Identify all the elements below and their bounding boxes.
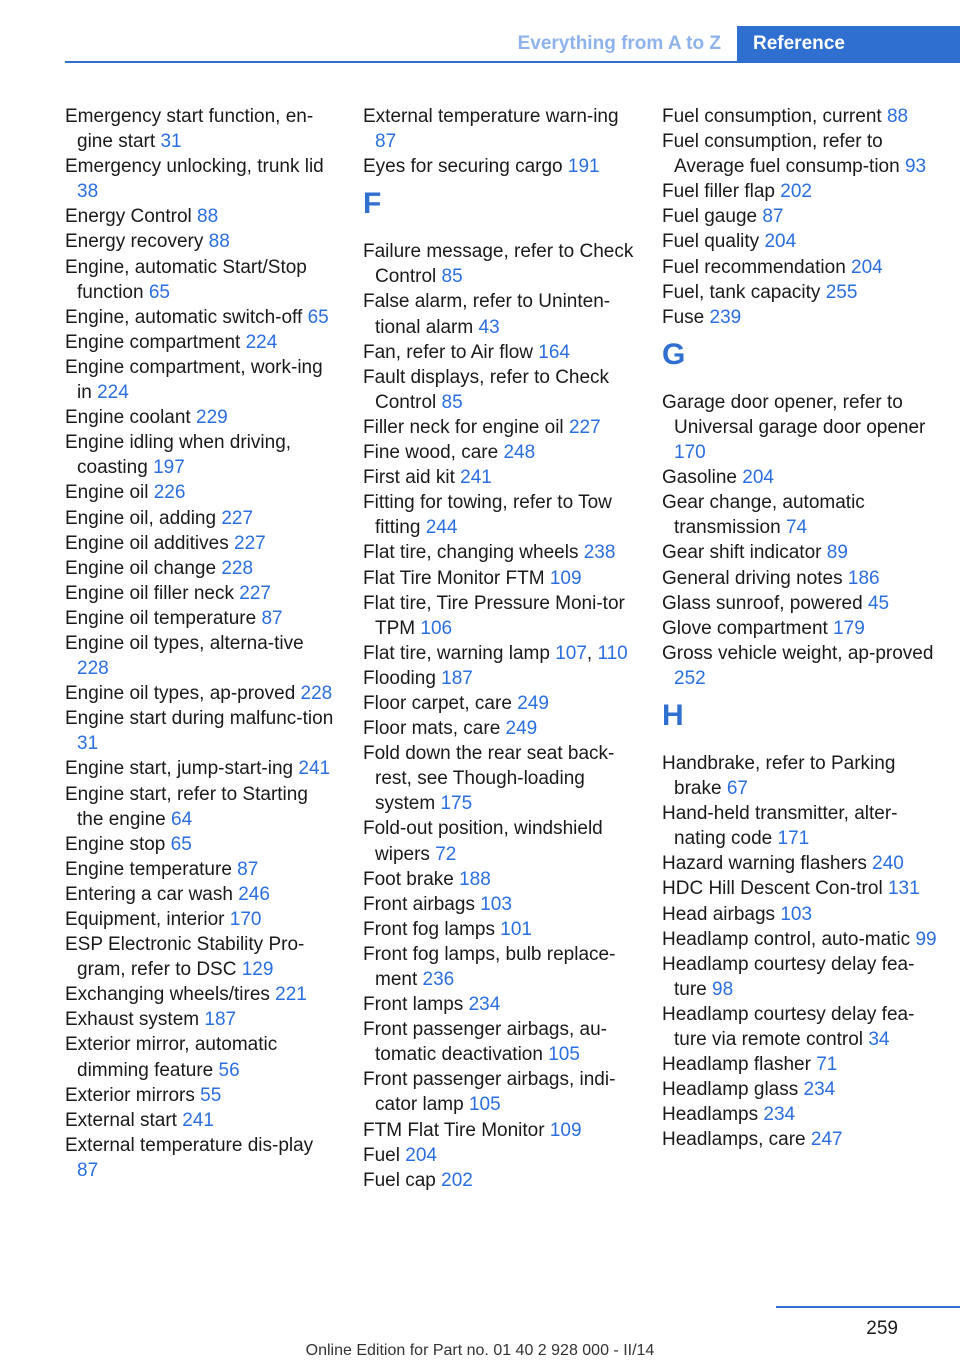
page-reference-link[interactable]: 67 bbox=[726, 778, 748, 800]
index-entry bbox=[363, 465, 638, 490]
index-entry-term: Floor mats, care bbox=[363, 718, 501, 740]
page-reference-link[interactable]: 31 bbox=[160, 131, 182, 153]
index-entry bbox=[662, 902, 947, 927]
page-reference-link[interactable]: 110 bbox=[597, 642, 628, 664]
index-entry bbox=[65, 405, 335, 430]
index-entry bbox=[65, 681, 335, 706]
page-reference-link[interactable]: 227 bbox=[568, 416, 601, 438]
index-entry bbox=[363, 365, 638, 415]
index-entry bbox=[363, 104, 638, 154]
page-reference-link[interactable]: 236 bbox=[422, 969, 455, 990]
page-reference-link[interactable]: 89 bbox=[826, 542, 848, 564]
index-entry bbox=[662, 305, 947, 330]
index-entry-term: External temperature warn-ing bbox=[363, 106, 619, 127]
index-entry-term: Engine, automatic Start/Stop function bbox=[65, 256, 307, 303]
page-reference-link[interactable]: 241 bbox=[460, 467, 492, 489]
index-entry-term: Engine compartment bbox=[65, 331, 241, 353]
index-entry-term: Filler neck for engine oil bbox=[363, 416, 564, 438]
page-reference-link[interactable]: 131 bbox=[887, 878, 920, 900]
page-reference-link[interactable]: 65 bbox=[148, 281, 170, 303]
page-reference-link[interactable]: 244 bbox=[425, 517, 458, 539]
index-entry bbox=[662, 876, 947, 901]
index-entry bbox=[65, 104, 335, 154]
page-reference-link[interactable]: 109 bbox=[549, 567, 582, 589]
index-entry bbox=[65, 1007, 335, 1032]
page-reference-link[interactable]: 170 bbox=[229, 909, 262, 930]
page-reference-link[interactable]: 87 bbox=[77, 1159, 99, 1181]
index-entry bbox=[65, 556, 335, 581]
index-entry-term: Front passenger airbags, au-tomatic deactivation bbox=[363, 1019, 607, 1066]
index-entry-term: ESP Electronic Stability Pro-gram, refer to DSC bbox=[65, 934, 305, 981]
index-entry-term: External temperature dis-play bbox=[65, 1134, 314, 1156]
index-entry bbox=[363, 289, 638, 339]
index-entry bbox=[662, 129, 947, 179]
index-entry-term: Engine start, refer to Starting the engine bbox=[65, 783, 308, 830]
index-entry-term: FTM Flat Tire Monitor bbox=[363, 1119, 545, 1141]
index-entry-term: Energy recovery bbox=[65, 231, 204, 253]
index-entry-term: Engine oil, adding bbox=[65, 507, 217, 529]
page-reference-link[interactable]: 171 bbox=[777, 828, 810, 850]
index-entry bbox=[65, 782, 335, 832]
index-entry bbox=[363, 540, 638, 565]
index-entry bbox=[65, 1133, 335, 1183]
index-entry-term: Engine, automatic switch-off bbox=[65, 306, 303, 328]
page-reference-link[interactable]: 34 bbox=[868, 1029, 890, 1050]
page-reference-link[interactable]: 249 bbox=[505, 718, 538, 740]
index-entry-term: Equipment, interior bbox=[65, 909, 225, 930]
index-entry-term: Garage door opener, refer to Universal garage door opener bbox=[662, 391, 926, 438]
index-entry-term: Fuel cap bbox=[363, 1169, 436, 1191]
index-entry bbox=[662, 1102, 947, 1127]
index-entry-term: Gear shift indicator bbox=[662, 542, 822, 564]
index-entry bbox=[662, 540, 947, 565]
page-reference-link[interactable]: 241 bbox=[182, 1109, 214, 1131]
index-entry bbox=[662, 851, 947, 876]
index-entry bbox=[363, 741, 638, 816]
index-entry bbox=[363, 1067, 638, 1117]
index-entry bbox=[65, 204, 335, 229]
index-entry-term: Engine oil filler neck bbox=[65, 582, 234, 604]
index-entry-term: Headlamp courtesy delay fea-ture via remote control bbox=[662, 1003, 915, 1050]
index-entry bbox=[662, 465, 947, 490]
index-entry bbox=[662, 1077, 947, 1102]
index-entry-term: HDC Hill Descent Con-trol bbox=[662, 878, 883, 900]
page-reference-link[interactable]: 228 bbox=[221, 557, 254, 579]
index-entry-term: Front fog lamps bbox=[363, 918, 495, 940]
index-entry bbox=[65, 1108, 335, 1133]
index-entry-term: Fuel recommendation bbox=[662, 256, 846, 278]
index-entry bbox=[662, 1002, 947, 1052]
index-entry bbox=[363, 1143, 638, 1168]
page-reference-link[interactable]: 87 bbox=[762, 206, 784, 228]
index-entry-term: Engine start, jump-start-ing bbox=[65, 758, 294, 780]
index-entry bbox=[65, 932, 335, 982]
page-reference-link[interactable]: 197 bbox=[153, 457, 185, 479]
page-reference-link[interactable]: 226 bbox=[153, 482, 186, 504]
index-entry bbox=[65, 907, 335, 932]
page-reference-link[interactable]: 65 bbox=[307, 306, 329, 328]
index-entry-term: Fan, refer to Air flow bbox=[363, 341, 534, 363]
index-entry bbox=[65, 229, 335, 254]
page-reference-link[interactable]: 234 bbox=[763, 1104, 796, 1126]
page-reference-link[interactable]: 45 bbox=[867, 592, 890, 614]
index-entry-term: Energy Control bbox=[65, 206, 192, 228]
page-reference-link[interactable]: 249 bbox=[517, 692, 549, 714]
index-column-2 bbox=[363, 104, 638, 1193]
page-reference-link[interactable]: 227 bbox=[221, 507, 254, 529]
index-entry bbox=[65, 1083, 335, 1108]
index-entry-term: Emergency start function, en-gine start bbox=[65, 106, 314, 153]
index-entry bbox=[65, 305, 335, 330]
page-reference-link[interactable]: 234 bbox=[468, 994, 501, 1016]
index-entry-term: Fuel consumption, refer to Average fuel consump-tion bbox=[662, 131, 900, 178]
index-entry bbox=[662, 591, 947, 616]
index-entry-term: Exhaust system bbox=[65, 1009, 200, 1031]
index-entry: Flat tire, warning lamp 107, 110 bbox=[363, 642, 628, 664]
index-entry bbox=[662, 490, 947, 540]
page-reference-link[interactable]: 187 bbox=[441, 667, 473, 689]
page-reference-link[interactable]: 204 bbox=[851, 256, 883, 278]
page-reference-link[interactable]: 87 bbox=[375, 131, 397, 153]
index-letter-heading: F bbox=[363, 187, 382, 221]
page-reference-link[interactable]: 74 bbox=[785, 517, 808, 539]
page-reference-link[interactable]: 87 bbox=[237, 858, 259, 880]
index-letter-heading: G bbox=[662, 337, 686, 371]
index-entry-term: Fuel gauge bbox=[662, 206, 758, 228]
index-entry-term: Glass sunroof, powered bbox=[662, 592, 863, 614]
index-entry bbox=[662, 641, 947, 691]
index-entry bbox=[363, 942, 638, 992]
index-entry-term: Engine oil types, alterna-tive bbox=[65, 632, 304, 654]
index-entry-term: Glove compartment bbox=[662, 617, 828, 639]
index-column-3 bbox=[662, 104, 947, 1152]
page-reference-link[interactable]: 31 bbox=[77, 733, 99, 755]
index-entry-term: Hand-held transmitter, alter-nating code bbox=[662, 803, 898, 850]
index-entry bbox=[65, 832, 335, 857]
index-entry bbox=[65, 882, 335, 907]
index-entry-term: Handbrake, refer to Parking brake bbox=[662, 752, 896, 800]
index-letter-heading: H bbox=[662, 698, 684, 732]
page-reference-link[interactable]: 87 bbox=[261, 607, 283, 629]
page-reference-link[interactable]: 103 bbox=[780, 903, 813, 925]
index-entry-term: Foot brake bbox=[363, 868, 454, 890]
index-entry-term: Fine wood, care bbox=[363, 442, 499, 464]
index-entry-term: Flat tire, warning lamp bbox=[363, 642, 550, 664]
index-entry bbox=[65, 606, 335, 631]
index-entry bbox=[363, 566, 638, 591]
page-reference-link[interactable]: 71 bbox=[816, 1054, 838, 1076]
index-entry bbox=[363, 892, 638, 917]
index-entry-term: Headlamp glass bbox=[662, 1079, 799, 1101]
index-entry bbox=[363, 992, 638, 1017]
index-entry bbox=[65, 1032, 335, 1082]
page-reference-link[interactable]: 221 bbox=[275, 984, 307, 1006]
index-entry bbox=[662, 566, 947, 591]
page-reference-link[interactable]: 55 bbox=[200, 1084, 222, 1106]
index-entry bbox=[65, 480, 335, 505]
page-number-rule bbox=[776, 1306, 960, 1308]
index-entry bbox=[662, 179, 947, 204]
index-entry-term: Front passenger airbags, indi-cator lamp bbox=[363, 1069, 616, 1116]
page-reference-link[interactable]: 105 bbox=[468, 1094, 501, 1116]
page-reference-link[interactable]: 240 bbox=[872, 853, 904, 875]
index-entry bbox=[363, 340, 638, 365]
header-section-title: Everything from A to Z bbox=[517, 32, 721, 54]
page-reference-link[interactable]: 170 bbox=[674, 442, 706, 464]
page-reference-link[interactable]: 227 bbox=[234, 532, 266, 554]
index-entry-term: Fault displays, refer to Check Control bbox=[363, 366, 610, 413]
index-entry-term: Floor carpet, care bbox=[363, 692, 512, 714]
index-entry-term: Headlamp courtesy delay fea-ture bbox=[662, 953, 915, 1000]
index-entry-term: Headlamp flasher bbox=[662, 1054, 811, 1076]
page-reference-link[interactable]: 64 bbox=[171, 808, 193, 830]
index-entry-term: Front lamps bbox=[363, 994, 464, 1016]
index-entry bbox=[65, 531, 335, 556]
index-entry-term: Fuel, tank capacity bbox=[662, 281, 821, 303]
index-entry bbox=[363, 154, 638, 179]
index-entry bbox=[363, 1168, 638, 1193]
index-entry bbox=[65, 982, 335, 1007]
page-reference-link[interactable]: 248 bbox=[503, 442, 536, 464]
index-entry-term: Emergency unlocking, trunk lid bbox=[65, 156, 324, 178]
page-reference-link[interactable]: 224 bbox=[97, 382, 129, 404]
index-entry bbox=[363, 239, 638, 289]
index-entry-term: Exterior mirrors bbox=[65, 1084, 195, 1106]
page-reference-link[interactable]: 98 bbox=[712, 978, 734, 1000]
index-entry-term: Headlamps, care bbox=[662, 1129, 806, 1151]
page-reference-link[interactable]: 85 bbox=[441, 266, 463, 288]
page-reference-link[interactable]: 175 bbox=[440, 793, 473, 815]
index-entry-term: Front fog lamps, bulb replace-ment bbox=[363, 943, 616, 990]
page-reference-link[interactable]: 129 bbox=[241, 959, 274, 981]
page-reference-link[interactable]: 204 bbox=[742, 467, 774, 489]
index-entry-term: Headlamp control, auto-matic bbox=[662, 928, 911, 950]
index-entry-term: False alarm, refer to Uninten-tional alarm bbox=[363, 291, 611, 338]
index-entry bbox=[363, 917, 638, 942]
page-reference-link[interactable]: 252 bbox=[674, 667, 706, 689]
index-entry bbox=[363, 1017, 638, 1067]
index-entry-term: Fitting for towing, refer to Tow fitting bbox=[363, 492, 612, 539]
page-reference-link[interactable]: 99 bbox=[915, 928, 937, 950]
index-entry-term: Engine compartment, work-ing in bbox=[65, 356, 323, 404]
index-entry-term: Head airbags bbox=[662, 903, 776, 925]
page-reference-link[interactable]: 88 bbox=[208, 231, 230, 253]
index-entry bbox=[363, 415, 638, 440]
page-reference-link[interactable]: 103 bbox=[480, 893, 512, 915]
index-entry bbox=[65, 506, 335, 531]
page-reference-link[interactable]: 188 bbox=[459, 868, 491, 890]
index-entry-term: Engine oil bbox=[65, 482, 149, 504]
index-entry bbox=[662, 229, 947, 254]
index-entry-term: Fold down the rear seat back-rest, see Though-loading system bbox=[363, 743, 615, 815]
page-reference-link[interactable]: 227 bbox=[239, 582, 271, 604]
index-entry bbox=[662, 1127, 947, 1152]
index-column-1 bbox=[65, 104, 335, 1183]
page-reference-link[interactable]: 101 bbox=[500, 918, 532, 940]
index-entry-term: Engine temperature bbox=[65, 858, 232, 880]
index-entry-term: Engine oil temperature bbox=[65, 607, 257, 629]
index-entry-term: Engine start during malfunc-tion bbox=[65, 708, 334, 730]
index-entry-term: Engine oil change bbox=[65, 557, 217, 579]
page-reference-link[interactable]: 186 bbox=[847, 567, 880, 589]
index-entry-term: Fuel bbox=[363, 1144, 400, 1166]
index-entry-term: Fuel quality bbox=[662, 231, 760, 253]
index-entry-term: Flat tire, Tire Pressure Moni-tor TPM bbox=[363, 592, 625, 639]
page-reference-link[interactable]: 234 bbox=[803, 1079, 836, 1101]
index-entry-term: Engine oil types, ap-proved bbox=[65, 683, 296, 705]
index-entry bbox=[65, 154, 335, 204]
index-entry bbox=[662, 751, 947, 801]
index-entry-term: Headlamps bbox=[662, 1104, 759, 1126]
index-entry bbox=[65, 706, 335, 756]
index-entry bbox=[662, 616, 947, 641]
page-reference-link[interactable]: 65 bbox=[170, 833, 192, 855]
index-entry bbox=[363, 867, 638, 892]
page-reference-link[interactable]: 93 bbox=[904, 156, 927, 178]
index-entry-term: Gasoline bbox=[662, 467, 737, 489]
index-entry bbox=[363, 591, 638, 641]
index-entry bbox=[662, 1052, 947, 1077]
index-entry-term: Flat tire, changing wheels bbox=[363, 542, 579, 564]
page-reference-link[interactable]: 202 bbox=[780, 181, 812, 203]
index-entry-term: Flat Tire Monitor FTM bbox=[363, 567, 545, 589]
index-entry-term: Engine oil additives bbox=[65, 532, 229, 554]
page-reference-link[interactable]: 204 bbox=[405, 1144, 437, 1166]
page-reference-link[interactable]: 88 bbox=[197, 206, 219, 228]
index-entry bbox=[363, 440, 638, 465]
index-entry bbox=[662, 255, 947, 280]
index-entry bbox=[662, 390, 947, 465]
index-entry bbox=[363, 691, 638, 716]
header-rule bbox=[65, 61, 960, 63]
index-entry bbox=[662, 280, 947, 305]
index-entry-term: Gross vehicle weight, ap-proved bbox=[662, 642, 934, 664]
page-reference-link[interactable]: 85 bbox=[441, 391, 463, 413]
page-reference-link[interactable]: 56 bbox=[218, 1059, 240, 1081]
page-reference-link[interactable]: 107 bbox=[555, 642, 587, 664]
index-entry bbox=[65, 355, 335, 405]
index-entry-term: Gear change, automatic transmission bbox=[662, 492, 865, 539]
page-reference-link[interactable]: 187 bbox=[204, 1009, 237, 1031]
index-entry bbox=[363, 716, 638, 741]
index-entry-term: Flooding bbox=[363, 667, 436, 689]
header-reference-tab: Reference bbox=[737, 26, 960, 61]
index-entry-term: First aid kit bbox=[363, 467, 455, 489]
index-entry bbox=[662, 801, 947, 851]
index-entry bbox=[363, 666, 638, 691]
index-entry bbox=[363, 816, 638, 866]
page-reference-link[interactable]: 228 bbox=[300, 683, 333, 705]
page-reference-link[interactable]: 191 bbox=[567, 156, 600, 178]
page-reference-link[interactable]: 202 bbox=[441, 1169, 473, 1191]
page-reference-link[interactable]: 255 bbox=[825, 281, 858, 303]
page-reference-link[interactable]: 106 bbox=[420, 617, 453, 639]
page-reference-link[interactable]: 72 bbox=[435, 843, 457, 865]
index-entry-term: Exchanging wheels/tires bbox=[65, 984, 270, 1006]
page-reference-link[interactable]: 109 bbox=[549, 1119, 582, 1141]
page-reference-link[interactable]: 229 bbox=[196, 407, 228, 429]
index-entry bbox=[65, 330, 335, 355]
index-entry bbox=[662, 104, 947, 129]
index-entry bbox=[65, 255, 335, 305]
index-entry bbox=[662, 204, 947, 229]
page-reference-link[interactable]: 241 bbox=[298, 758, 331, 780]
page-reference-link[interactable]: 228 bbox=[77, 658, 109, 680]
page-reference-link[interactable]: 88 bbox=[886, 106, 909, 127]
index-entry-term: Engine idling when driving, coasting bbox=[65, 432, 292, 479]
index-entry bbox=[65, 756, 335, 781]
index-entry-term: Fuel consumption, current bbox=[662, 106, 882, 127]
index-entry bbox=[65, 631, 335, 681]
page-reference-link[interactable]: 179 bbox=[833, 617, 865, 639]
index-entry bbox=[65, 857, 335, 882]
index-entry bbox=[662, 952, 947, 1002]
index-entry bbox=[65, 430, 335, 480]
index-entry-term: Eyes for securing cargo bbox=[363, 156, 563, 178]
index-entry-term: Entering a car wash bbox=[65, 883, 233, 905]
page-reference-link[interactable]: 224 bbox=[245, 331, 278, 353]
index-entry-term: Failure message, refer to Check Control bbox=[363, 241, 634, 288]
index-entry-term: Fuel filler flap bbox=[662, 181, 775, 203]
page-reference-link[interactable]: 247 bbox=[810, 1129, 843, 1151]
index-entry-term: Fuse bbox=[662, 306, 705, 328]
index-entry-term: External start bbox=[65, 1109, 177, 1131]
index-entry bbox=[363, 1118, 638, 1143]
page-number: 259 bbox=[866, 1318, 898, 1339]
index-entry bbox=[65, 581, 335, 606]
footer-edition-note: Online Edition for Part no. 01 40 2 928 000 - II/14 bbox=[305, 1342, 655, 1359]
page-reference-link[interactable]: 38 bbox=[77, 181, 99, 203]
page-reference-link[interactable]: 43 bbox=[478, 316, 500, 338]
index-entry-term: Engine coolant bbox=[65, 407, 191, 429]
index-entry-term: General driving notes bbox=[662, 567, 843, 589]
page-reference-link[interactable]: 238 bbox=[583, 542, 616, 564]
index-entry-term: Front airbags bbox=[363, 893, 475, 915]
page-reference-link[interactable]: 105 bbox=[548, 1044, 580, 1066]
page-reference-link[interactable]: 239 bbox=[709, 306, 742, 328]
index-entry bbox=[363, 490, 638, 540]
index-entry-term: Hazard warning flashers bbox=[662, 853, 867, 875]
page-reference-link[interactable]: 204 bbox=[764, 231, 797, 253]
index-entry bbox=[662, 927, 947, 952]
index-entry-term: Engine stop bbox=[65, 833, 166, 855]
index-entry-term: Fold-out position, windshield wipers bbox=[363, 818, 603, 865]
page-reference-link[interactable]: 164 bbox=[538, 341, 570, 363]
index-entry-term: Exterior mirror, automatic dimming feature bbox=[65, 1034, 278, 1081]
page-reference-link[interactable]: 246 bbox=[238, 883, 270, 905]
